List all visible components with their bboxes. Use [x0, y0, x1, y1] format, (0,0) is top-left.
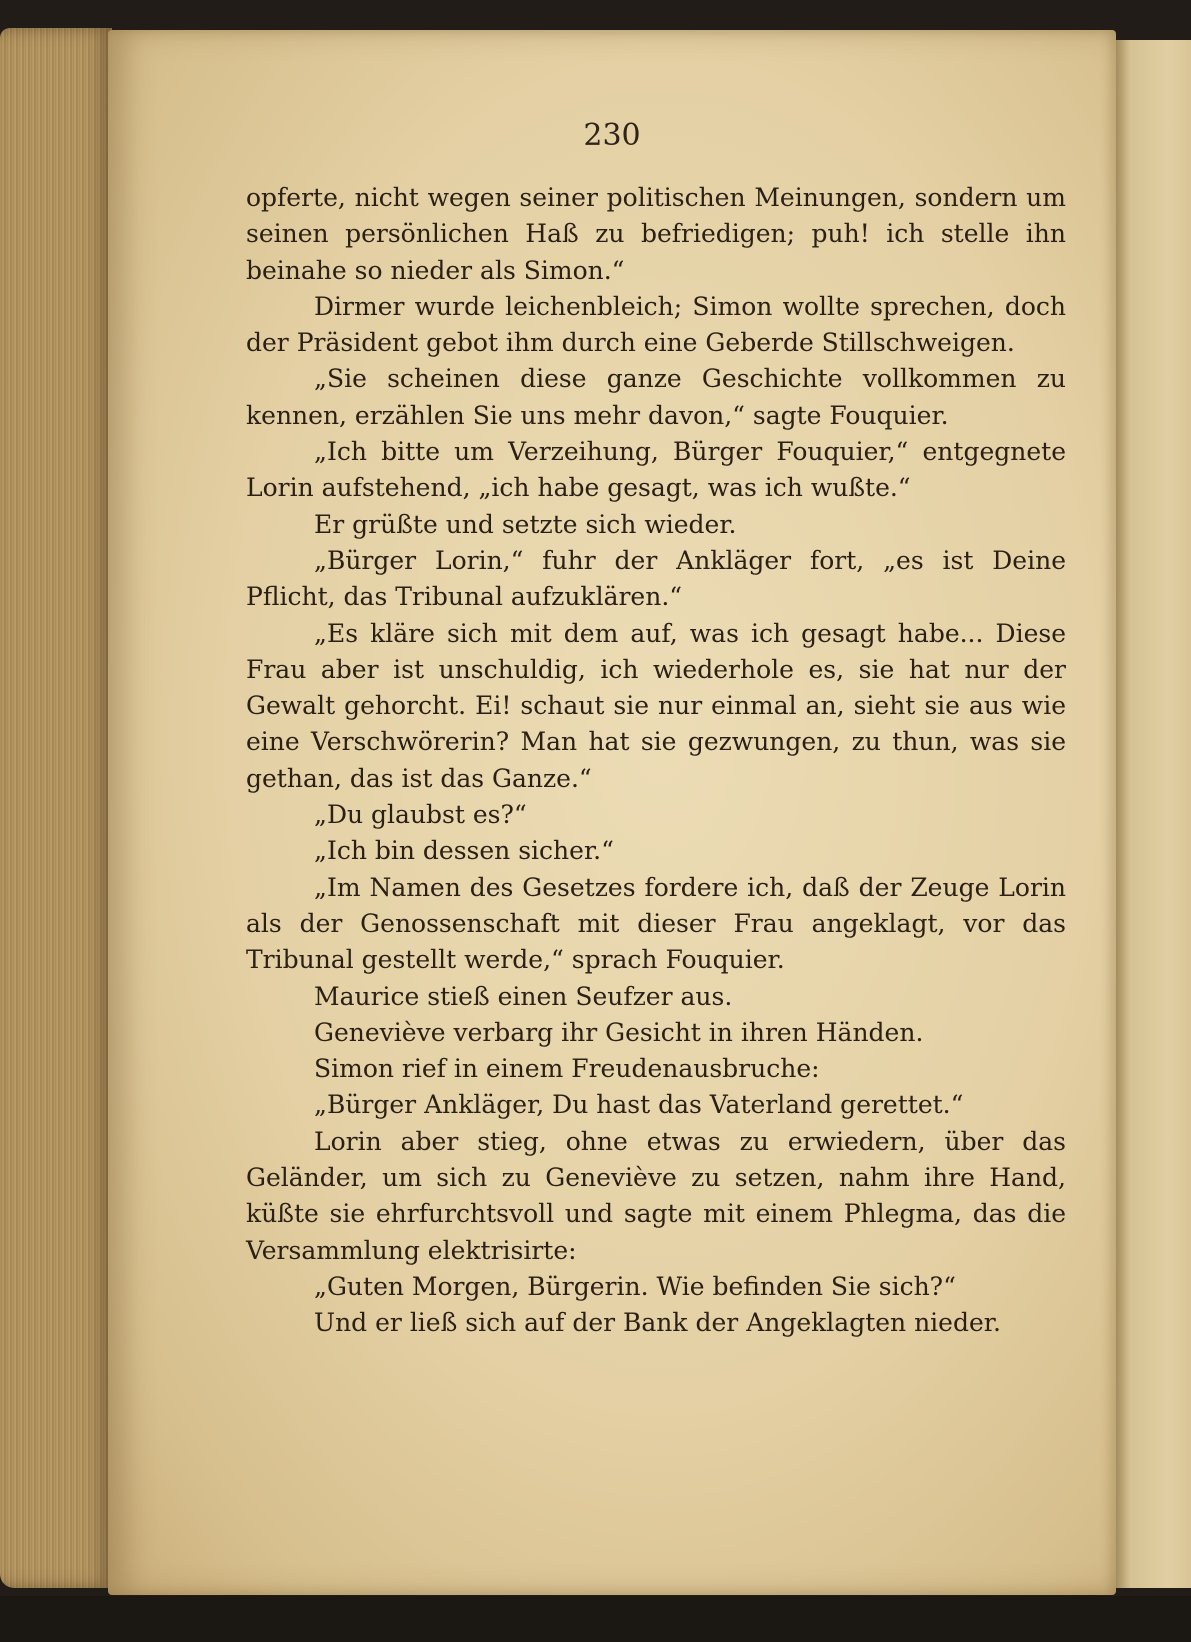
page-number: 230 [583, 118, 641, 153]
body-text [246, 180, 1066, 1342]
book-page [108, 30, 1116, 1595]
paragraph: Geneviève verbarg ihr Gesicht in ihren Händen. [314, 1017, 924, 1047]
paragraph: „Sie scheinen diese ganze Geschichte vollkommen zu kennen, erzählen Sie uns mehr davon,“ sagte Fouquier. [246, 364, 1066, 430]
bottom-shadow [0, 1596, 1191, 1642]
paragraph: „Es kläre sich mit dem auf, was ich gesagt habe... Diese Frau aber ist unschuldig, ich wiederhole es, sie hat nur der Gewalt gehorcht. Ei! schaut sie nur einmal an, sieht sie aus wie eine Verschwörerin? Man hat sie gezwungen, zu thun, was sie gethan, das ist das Ganze.“ [246, 618, 1066, 793]
paragraph: Dirmer wurde leichenbleich; Simon wollte sprechen, doch der Präsident gebot ihm durch eine Geberde Stillschweigen. [246, 291, 1066, 358]
adjacent-page-edge [1112, 40, 1191, 1588]
paragraph: Er grüßte und setzte sich wieder. [314, 509, 737, 539]
paragraph: „Guten Morgen, Bürgerin. Wie befinden Sie sich?“ [314, 1271, 956, 1301]
paragraph: „Du glaubst es?“ [314, 800, 527, 830]
paragraph: „Ich bitte um Verzeihung, Bürger Fouquier,“ entgegnete Lorin aufstehend, „ich habe gesagt, was ich wußte.“ [246, 437, 1066, 503]
paragraph: „Bürger Ankläger, Du hast das Vaterland gerettet.“ [314, 1090, 964, 1120]
paragraph: Lorin aber stieg, ohne etwas zu erwiedern, über das Geländer, um sich zu Geneviève zu setzen, nahm ihre Hand, küßte sie ehrfurchtsvoll und sagte mit einem Phlegma, das die Versammlung elektrisirte: [246, 1126, 1066, 1265]
paragraph: „Ich bin dessen sicher.“ [314, 836, 614, 866]
paragraph: „Im Namen des Gesetzes fordere ich, daß der Zeuge Lorin als der Genossenschaft mit dieser Frau angeklagt, vor das Tribunal gestellt werde,“ sprach Fouquier. [246, 872, 1066, 975]
page-stack-edge [0, 28, 112, 1588]
paragraph: „Bürger Lorin,“ fuhr der Ankläger fort, „es ist Deine Pflicht, das Tribunal aufzuklären.“ [246, 545, 1066, 612]
paragraph: Maurice stieß einen Seufzer aus. [314, 981, 733, 1011]
paragraph: Und er ließ sich auf der Bank der Angeklagten nieder. [314, 1308, 1001, 1338]
paragraph: Simon rief in einem Freudenausbruche: [314, 1054, 820, 1084]
paragraph: opferte, nicht wegen seiner politischen Meinungen, sondern um seinen persönlichen Haß zu befriedigen; puh! ich stelle ihn beinahe so nieder als Simon.“ [246, 183, 1066, 285]
